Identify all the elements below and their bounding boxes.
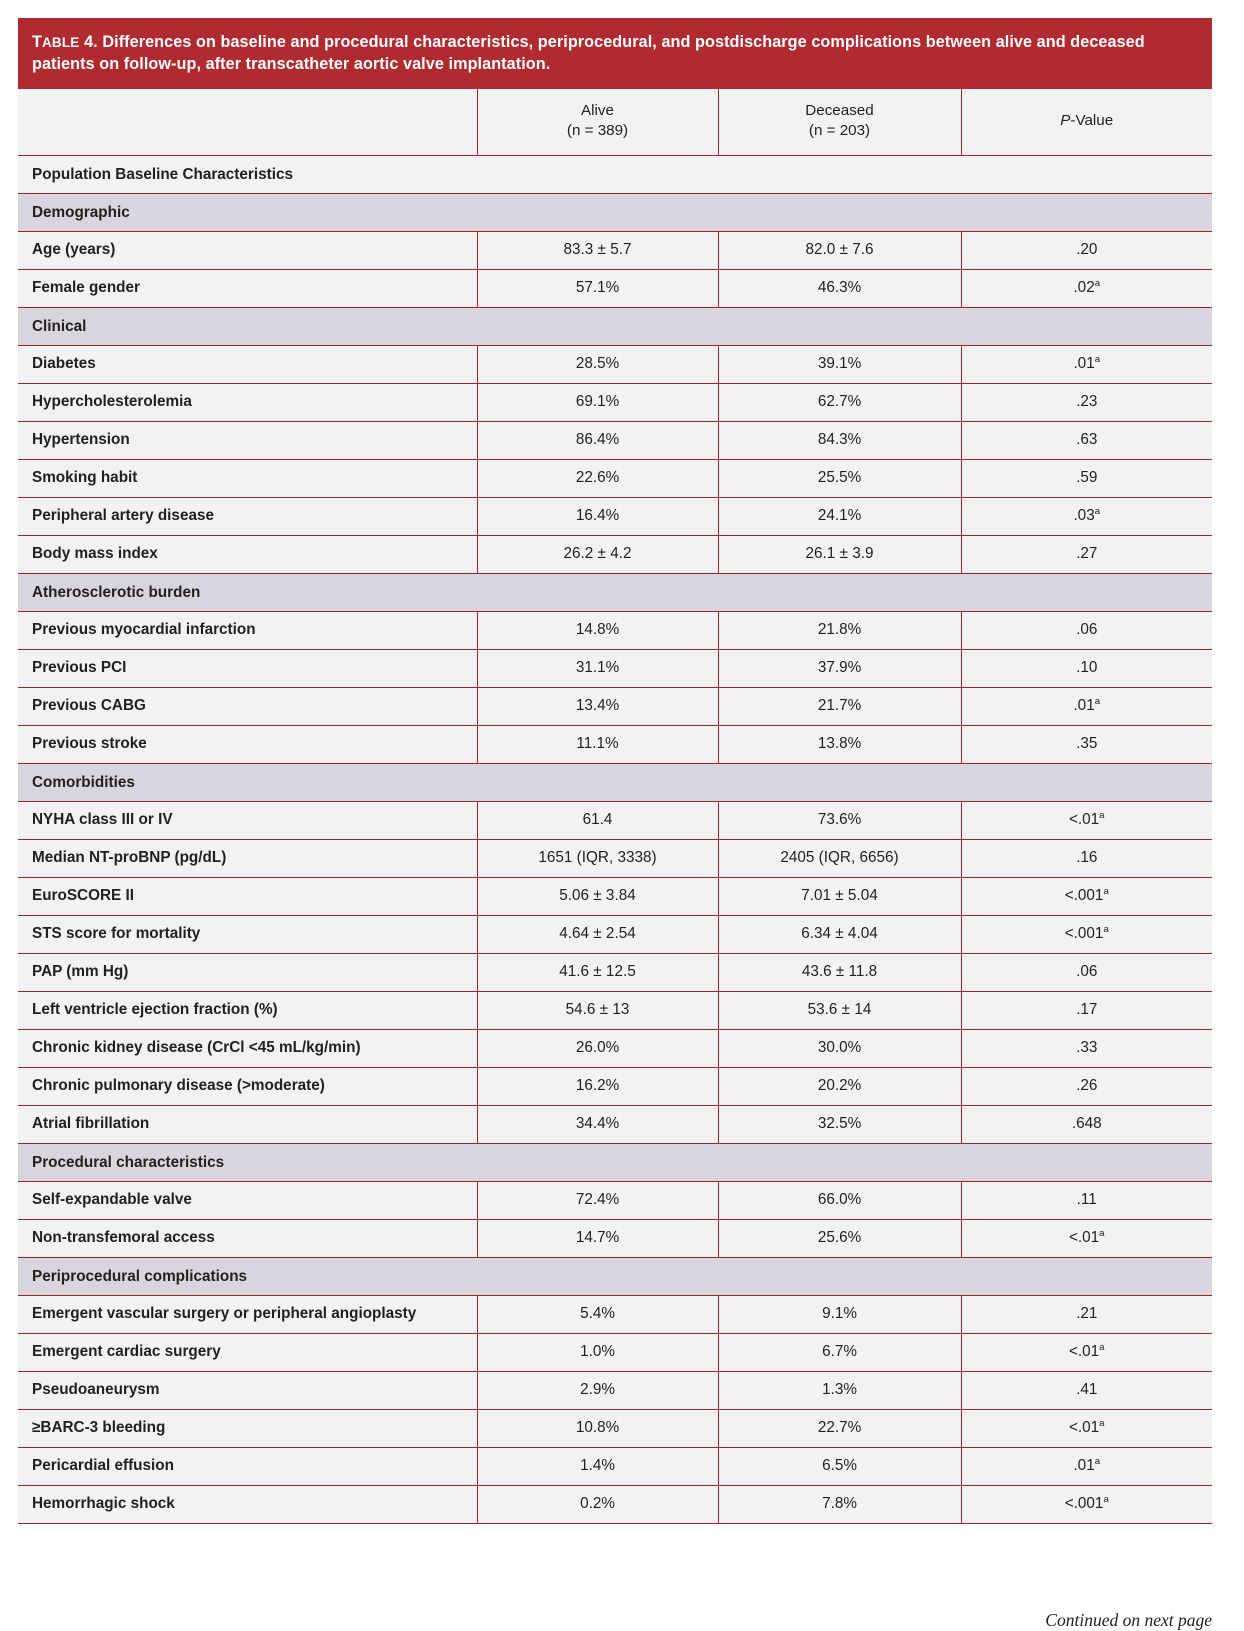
header-deceased-n: (n = 203) <box>808 122 871 140</box>
pvalue-text: <.001 <box>1064 887 1104 905</box>
cell-deceased: 66.0% <box>718 1182 961 1220</box>
table-row <box>18 460 1212 498</box>
row-label: Chronic pulmonary disease (>moderate) <box>18 1068 477 1106</box>
pvalue-text: .17 <box>1076 1001 1098 1019</box>
pvalue-text: .20 <box>1076 241 1098 259</box>
table-row <box>18 726 1212 764</box>
table-row <box>18 536 1212 574</box>
cell-pvalue <box>961 384 1212 422</box>
cell-deceased: 21.7% <box>718 688 961 726</box>
cell-pvalue <box>961 1220 1212 1258</box>
cell-alive: 69.1% <box>477 384 718 422</box>
cell-alive: 72.4% <box>477 1182 718 1220</box>
section-header-row <box>18 194 1212 232</box>
section-header-label: Demographic <box>18 194 1212 232</box>
table-row <box>18 650 1212 688</box>
row-label: Age (years) <box>18 232 477 270</box>
header-alive-name: Alive <box>581 102 614 119</box>
section-header-label: Periprocedural complications <box>18 1258 1212 1296</box>
cell-deceased: 30.0% <box>718 1030 961 1068</box>
header-pvalue-italic: P <box>1060 112 1071 130</box>
row-label: Hypercholesterolemia <box>18 384 477 422</box>
row-label: Female gender <box>18 270 477 308</box>
section-header-label: Comorbidities <box>18 764 1212 802</box>
cell-alive: 22.6% <box>477 460 718 498</box>
table-number: 4. <box>79 33 103 51</box>
table-row <box>18 384 1212 422</box>
row-label: Non-transfemoral access <box>18 1220 477 1258</box>
cell-alive: 4.64 ± 2.54 <box>477 916 718 954</box>
pvalue-footnote-marker: a <box>1099 1418 1105 1430</box>
cell-deceased: 6.5% <box>718 1448 961 1486</box>
row-label: Body mass index <box>18 536 477 574</box>
section-header-row <box>18 1258 1212 1296</box>
cell-pvalue <box>961 1030 1212 1068</box>
cell-alive: 16.4% <box>477 498 718 536</box>
pvalue-text: .06 <box>1076 621 1098 639</box>
row-label: STS score for mortality <box>18 916 477 954</box>
pvalue-text: .06 <box>1076 963 1098 981</box>
table-row <box>18 840 1212 878</box>
cell-pvalue <box>961 878 1212 916</box>
row-label: Smoking habit <box>18 460 477 498</box>
section-header-label: Atherosclerotic burden <box>18 574 1212 612</box>
comparison-table <box>18 89 1212 1524</box>
section-header-row <box>18 308 1212 346</box>
cell-pvalue <box>961 688 1212 726</box>
row-label: Pseudoaneurysm <box>18 1372 477 1410</box>
cell-pvalue <box>961 802 1212 840</box>
table-row <box>18 1030 1212 1068</box>
cell-alive: 5.06 ± 3.84 <box>477 878 718 916</box>
cell-alive: 11.1% <box>477 726 718 764</box>
section-header-label: Procedural characteristics <box>18 1144 1212 1182</box>
pvalue-footnote-marker: a <box>1099 810 1105 822</box>
table-row <box>18 612 1212 650</box>
header-cell-blank <box>18 89 477 156</box>
cell-pvalue <box>961 612 1212 650</box>
row-label: Previous PCI <box>18 650 477 688</box>
table-row <box>18 878 1212 916</box>
pvalue-footnote-marker: a <box>1099 1228 1105 1240</box>
cell-alive: 10.8% <box>477 1410 718 1448</box>
cell-deceased: 25.5% <box>718 460 961 498</box>
row-label: Atrial fibrillation <box>18 1106 477 1144</box>
table-row <box>18 1372 1212 1410</box>
cell-deceased: 24.1% <box>718 498 961 536</box>
cell-alive: 28.5% <box>477 346 718 384</box>
pvalue-text: .02 <box>1073 279 1095 297</box>
row-label: Hypertension <box>18 422 477 460</box>
cell-alive: 1651 (IQR, 3338) <box>477 840 718 878</box>
column-header-row <box>18 89 1212 156</box>
table-row <box>18 1334 1212 1372</box>
table-row <box>18 688 1212 726</box>
row-label: Peripheral artery disease <box>18 498 477 536</box>
row-label: Hemorrhagic shock <box>18 1486 477 1524</box>
pvalue-text: .23 <box>1076 393 1098 411</box>
cell-alive: 2.9% <box>477 1372 718 1410</box>
cell-deceased: 62.7% <box>718 384 961 422</box>
table-row <box>18 1068 1212 1106</box>
row-label: PAP (mm Hg) <box>18 954 477 992</box>
pvalue-footnote-marker: a <box>1099 1342 1105 1354</box>
table-row <box>18 802 1212 840</box>
table-row <box>18 270 1212 308</box>
cell-pvalue <box>961 992 1212 1030</box>
section-header-row <box>18 574 1212 612</box>
pvalue-text: .33 <box>1076 1039 1098 1057</box>
table-caption-bar <box>18 18 1212 89</box>
pvalue-footnote-marker: a <box>1094 278 1101 290</box>
group-header-row <box>18 156 1212 194</box>
cell-alive: 54.6 ± 13 <box>477 992 718 1030</box>
cell-pvalue <box>961 346 1212 384</box>
cell-deceased: 82.0 ± 7.6 <box>718 232 961 270</box>
row-label: Chronic kidney disease (CrCl <45 mL/kg/min) <box>18 1030 477 1068</box>
header-pvalue-rest: -Value <box>1070 112 1114 130</box>
cell-deceased: 2405 (IQR, 6656) <box>718 840 961 878</box>
table-row <box>18 1182 1212 1220</box>
cell-deceased: 26.1 ± 3.9 <box>718 536 961 574</box>
row-label: Diabetes <box>18 346 477 384</box>
pvalue-footnote-marker: a <box>1094 506 1101 518</box>
cell-pvalue <box>961 916 1212 954</box>
table-row <box>18 916 1212 954</box>
pvalue-text: .26 <box>1076 1077 1098 1095</box>
table-row <box>18 1296 1212 1334</box>
table-row <box>18 1448 1212 1486</box>
cell-alive: 1.0% <box>477 1334 718 1372</box>
cell-alive: 5.4% <box>477 1296 718 1334</box>
row-label: Previous myocardial infarction <box>18 612 477 650</box>
cell-pvalue <box>961 270 1212 308</box>
row-label: Left ventricle ejection fraction (%) <box>18 992 477 1030</box>
cell-deceased: 32.5% <box>718 1106 961 1144</box>
cell-pvalue <box>961 422 1212 460</box>
pvalue-text: .01 <box>1073 697 1095 715</box>
cell-deceased: 25.6% <box>718 1220 961 1258</box>
cell-alive: 41.6 ± 12.5 <box>477 954 718 992</box>
row-label: ≥BARC-3 bleeding <box>18 1410 477 1448</box>
cell-alive: 34.4% <box>477 1106 718 1144</box>
cell-deceased: 6.7% <box>718 1334 961 1372</box>
cell-alive: 86.4% <box>477 422 718 460</box>
cell-deceased: 13.8% <box>718 726 961 764</box>
cell-deceased: 7.01 ± 5.04 <box>718 878 961 916</box>
table-body <box>18 89 1212 1524</box>
cell-deceased: 37.9% <box>718 650 961 688</box>
cell-pvalue <box>961 840 1212 878</box>
row-label: Previous stroke <box>18 726 477 764</box>
pvalue-text: <.01 <box>1068 811 1100 829</box>
cell-deceased: 73.6% <box>718 802 961 840</box>
section-header-row <box>18 1144 1212 1182</box>
cell-deceased: 84.3% <box>718 422 961 460</box>
pvalue-text: <.01 <box>1068 1419 1100 1437</box>
header-alive-n: (n = 389) <box>566 122 629 140</box>
cell-alive: 57.1% <box>477 270 718 308</box>
cell-alive: 1.4% <box>477 1448 718 1486</box>
cell-deceased: 6.34 ± 4.04 <box>718 916 961 954</box>
table-number-label <box>32 33 102 51</box>
table-row <box>18 1486 1212 1524</box>
pvalue-text: .11 <box>1076 1191 1097 1209</box>
cell-deceased: 43.6 ± 11.8 <box>718 954 961 992</box>
table-label-initial: T <box>32 33 42 51</box>
pvalue-text: .41 <box>1076 1381 1098 1399</box>
cell-alive: 14.8% <box>477 612 718 650</box>
cell-alive: 26.0% <box>477 1030 718 1068</box>
cell-alive: 31.1% <box>477 650 718 688</box>
table-row <box>18 346 1212 384</box>
cell-pvalue <box>961 1448 1212 1486</box>
pvalue-text: .03 <box>1073 507 1095 525</box>
pvalue-text: .01 <box>1073 355 1095 373</box>
cell-pvalue <box>961 1182 1212 1220</box>
header-cell-alive <box>477 89 718 156</box>
table-row <box>18 498 1212 536</box>
cell-pvalue <box>961 650 1212 688</box>
cell-deceased: 22.7% <box>718 1410 961 1448</box>
pvalue-footnote-marker: a <box>1094 1456 1101 1468</box>
cell-pvalue <box>961 460 1212 498</box>
cell-deceased: 9.1% <box>718 1296 961 1334</box>
cell-pvalue <box>961 1486 1212 1524</box>
cell-deceased: 1.3% <box>718 1372 961 1410</box>
table-row <box>18 232 1212 270</box>
cell-pvalue <box>961 726 1212 764</box>
cell-pvalue <box>961 1296 1212 1334</box>
cell-pvalue <box>961 1068 1212 1106</box>
cell-pvalue <box>961 954 1212 992</box>
pvalue-text: .35 <box>1076 735 1098 753</box>
row-label: Pericardial effusion <box>18 1448 477 1486</box>
cell-pvalue <box>961 1372 1212 1410</box>
pvalue-text: <.001 <box>1064 925 1104 943</box>
pvalue-text: .59 <box>1076 469 1098 487</box>
pvalue-text: .27 <box>1076 545 1098 563</box>
cell-alive: 13.4% <box>477 688 718 726</box>
pvalue-text: .10 <box>1076 659 1098 677</box>
continued-note: Continued on next page <box>1045 1610 1212 1631</box>
cell-deceased: 7.8% <box>718 1486 961 1524</box>
cell-deceased: 53.6 ± 14 <box>718 992 961 1030</box>
table-row <box>18 1410 1212 1448</box>
pvalue-text: .01 <box>1073 1457 1095 1475</box>
table-row <box>18 1106 1212 1144</box>
section-header-row <box>18 764 1212 802</box>
pvalue-text: <.01 <box>1068 1343 1100 1361</box>
table-caption-text: Differences on baseline and procedural characteristics, periprocedural, and postdischarge complications between alive and deceased patients on follow-up, after transcatheter aortic valve implantation. <box>32 33 1145 74</box>
row-label: Previous CABG <box>18 688 477 726</box>
row-label: NYHA class III or IV <box>18 802 477 840</box>
row-label: Median NT-proBNP (pg/dL) <box>18 840 477 878</box>
pvalue-text: <.01 <box>1068 1229 1100 1247</box>
table-row <box>18 1220 1212 1258</box>
pvalue-text: .648 <box>1071 1115 1102 1133</box>
pvalue-footnote-marker: a <box>1103 886 1109 898</box>
pvalue-text: .16 <box>1076 849 1098 867</box>
cell-deceased: 20.2% <box>718 1068 961 1106</box>
cell-alive: 26.2 ± 4.2 <box>477 536 718 574</box>
pvalue-footnote-marker: a <box>1094 696 1101 708</box>
row-label: Self-expandable valve <box>18 1182 477 1220</box>
table-row <box>18 954 1212 992</box>
pvalue-text: .21 <box>1076 1305 1098 1323</box>
cell-alive: 14.7% <box>477 1220 718 1258</box>
cell-pvalue <box>961 232 1212 270</box>
row-label: Emergent cardiac surgery <box>18 1334 477 1372</box>
cell-alive: 61.4 <box>477 802 718 840</box>
cell-deceased: 21.8% <box>718 612 961 650</box>
pvalue-footnote-marker: a <box>1094 354 1101 366</box>
section-header-label: Clinical <box>18 308 1212 346</box>
table-container <box>18 18 1212 1631</box>
row-label: Emergent vascular surgery or peripheral angioplasty <box>18 1296 477 1334</box>
pvalue-text: .63 <box>1076 431 1098 449</box>
table-row <box>18 422 1212 460</box>
pvalue-footnote-marker: a <box>1103 924 1109 936</box>
cell-deceased: 39.1% <box>718 346 961 384</box>
cell-deceased: 46.3% <box>718 270 961 308</box>
table-row <box>18 992 1212 1030</box>
cell-pvalue <box>961 536 1212 574</box>
table-label-smallcaps: ABLE <box>41 35 80 50</box>
cell-alive: 83.3 ± 5.7 <box>477 232 718 270</box>
header-deceased-name: Deceased <box>805 102 874 119</box>
pvalue-footnote-marker: a <box>1103 1494 1109 1506</box>
cell-pvalue <box>961 1334 1212 1372</box>
group-header-label: Population Baseline Characteristics <box>18 156 1212 194</box>
cell-alive: 16.2% <box>477 1068 718 1106</box>
cell-pvalue <box>961 1106 1212 1144</box>
header-cell-deceased <box>718 89 961 156</box>
cell-pvalue <box>961 1410 1212 1448</box>
row-label: EuroSCORE II <box>18 878 477 916</box>
header-cell-pvalue <box>961 89 1212 156</box>
cell-pvalue <box>961 498 1212 536</box>
pvalue-text: <.001 <box>1064 1495 1104 1513</box>
cell-alive: 0.2% <box>477 1486 718 1524</box>
